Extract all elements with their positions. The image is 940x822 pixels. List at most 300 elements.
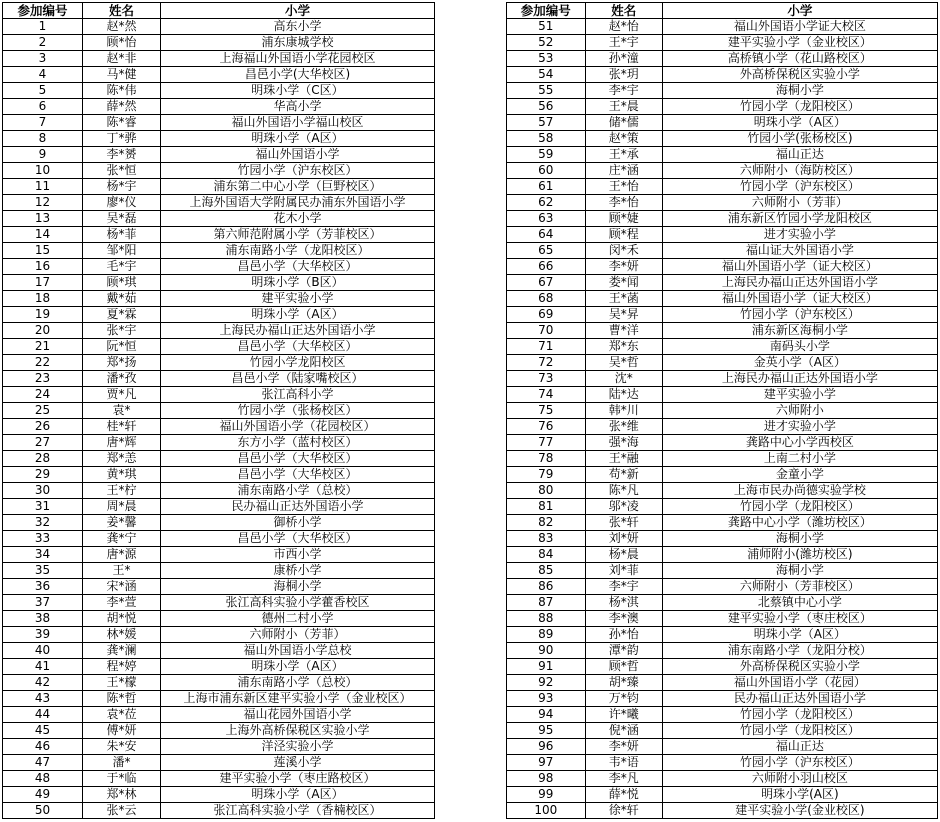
cell-number[interactable]: 9 bbox=[3, 147, 83, 163]
cell-number[interactable]: 6 bbox=[3, 99, 83, 115]
cell-number[interactable]: 64 bbox=[507, 227, 586, 243]
cell-number[interactable]: 81 bbox=[507, 499, 586, 515]
cell-name[interactable]: 顾*程 bbox=[585, 227, 662, 243]
cell-school[interactable]: 上海民办福山正达外国语小学 bbox=[161, 323, 435, 339]
cell-number[interactable]: 53 bbox=[507, 51, 586, 67]
cell-number[interactable]: 16 bbox=[3, 259, 83, 275]
cell-name[interactable]: 李*怡 bbox=[585, 195, 662, 211]
cell-school[interactable]: 福山外国语小学（证大校区） bbox=[662, 291, 937, 307]
cell-number[interactable]: 10 bbox=[3, 163, 83, 179]
cell-number[interactable]: 48 bbox=[3, 771, 83, 787]
cell-number[interactable]: 76 bbox=[507, 419, 586, 435]
cell-name[interactable]: 杨*淇 bbox=[585, 595, 662, 611]
cell-name[interactable]: 龚*宁 bbox=[83, 531, 161, 547]
cell-school[interactable]: 六师附小（芳菲） bbox=[161, 627, 435, 643]
cell-school[interactable]: 德州二村小学 bbox=[161, 611, 435, 627]
cell-school[interactable]: 六师附小（芳菲） bbox=[662, 195, 937, 211]
cell-name[interactable]: 阮*恒 bbox=[83, 339, 161, 355]
cell-name[interactable]: 潘*孜 bbox=[83, 371, 161, 387]
cell-number[interactable]: 22 bbox=[3, 355, 83, 371]
cell-school[interactable]: 福山外国语小学（花园） bbox=[662, 675, 937, 691]
cell-name[interactable]: 顾*怡 bbox=[83, 35, 161, 51]
cell-number[interactable]: 32 bbox=[3, 515, 83, 531]
cell-number[interactable]: 73 bbox=[507, 371, 586, 387]
header-name[interactable]: 姓名 bbox=[585, 3, 662, 19]
cell-school[interactable]: 金英小学（A区） bbox=[662, 355, 937, 371]
cell-name[interactable]: 傅*妍 bbox=[83, 723, 161, 739]
cell-name[interactable]: 赵*然 bbox=[83, 19, 161, 35]
cell-number[interactable]: 68 bbox=[507, 291, 586, 307]
cell-school[interactable]: 高桥镇小学（花山路校区） bbox=[662, 51, 937, 67]
cell-school[interactable]: 上海民办福山正达外国语小学 bbox=[662, 371, 937, 387]
cell-number[interactable]: 11 bbox=[3, 179, 83, 195]
cell-school[interactable]: 上海民办福山正达外国语小学 bbox=[662, 275, 937, 291]
cell-name[interactable]: 张*轩 bbox=[585, 515, 662, 531]
cell-school[interactable]: 浦东新区海桐小学 bbox=[662, 323, 937, 339]
cell-name[interactable]: 闵*禾 bbox=[585, 243, 662, 259]
cell-name[interactable]: 李*宇 bbox=[585, 579, 662, 595]
cell-name[interactable]: 郑*恙 bbox=[83, 451, 161, 467]
cell-name[interactable]: 孙*潼 bbox=[585, 51, 662, 67]
cell-number[interactable]: 27 bbox=[3, 435, 83, 451]
cell-number[interactable]: 65 bbox=[507, 243, 586, 259]
cell-school[interactable]: 海桐小学 bbox=[161, 579, 435, 595]
cell-school[interactable]: 明珠小学（A区） bbox=[662, 115, 937, 131]
cell-name[interactable]: 薛*然 bbox=[83, 99, 161, 115]
cell-school[interactable]: 建平实验小学（枣庄路校区） bbox=[161, 771, 435, 787]
cell-school[interactable]: 福山花园外国语小学 bbox=[161, 707, 435, 723]
cell-school[interactable]: 福山证大外国语小学 bbox=[662, 243, 937, 259]
cell-name[interactable]: 马*健 bbox=[83, 67, 161, 83]
cell-school[interactable]: 龚路中心小学（潍坊校区） bbox=[662, 515, 937, 531]
cell-name[interactable]: 邹*阳 bbox=[83, 243, 161, 259]
cell-number[interactable]: 57 bbox=[507, 115, 586, 131]
cell-number[interactable]: 34 bbox=[3, 547, 83, 563]
cell-name[interactable]: 张*恒 bbox=[83, 163, 161, 179]
cell-name[interactable]: 袁*莅 bbox=[83, 707, 161, 723]
cell-name[interactable]: 王*晨 bbox=[585, 99, 662, 115]
cell-school[interactable]: 进才实验小学 bbox=[662, 419, 937, 435]
cell-school[interactable]: 福山外国语小学 bbox=[161, 147, 435, 163]
cell-number[interactable]: 3 bbox=[3, 51, 83, 67]
cell-school[interactable]: 六师附小 bbox=[662, 403, 937, 419]
cell-school[interactable]: 竹园小学（龙阳校区） bbox=[662, 707, 937, 723]
cell-name[interactable]: 薛*悦 bbox=[585, 787, 662, 803]
cell-name[interactable]: 倪*涵 bbox=[585, 723, 662, 739]
cell-number[interactable]: 1 bbox=[3, 19, 83, 35]
cell-name[interactable]: 娄*闻 bbox=[585, 275, 662, 291]
cell-number[interactable]: 43 bbox=[3, 691, 83, 707]
cell-name[interactable]: 李*凡 bbox=[585, 771, 662, 787]
cell-name[interactable]: 王*融 bbox=[585, 451, 662, 467]
cell-school[interactable]: 竹园小学（沪东校区） bbox=[662, 755, 937, 771]
cell-name[interactable]: 李*赟 bbox=[83, 147, 161, 163]
header-school[interactable]: 小学 bbox=[662, 3, 937, 19]
cell-number[interactable]: 2 bbox=[3, 35, 83, 51]
cell-number[interactable]: 26 bbox=[3, 419, 83, 435]
cell-number[interactable]: 99 bbox=[507, 787, 586, 803]
cell-name[interactable]: 赵*非 bbox=[83, 51, 161, 67]
cell-number[interactable]: 60 bbox=[507, 163, 586, 179]
header-school[interactable]: 小学 bbox=[161, 3, 435, 19]
cell-number[interactable]: 46 bbox=[3, 739, 83, 755]
cell-school[interactable]: 海桐小学 bbox=[662, 531, 937, 547]
cell-number[interactable]: 63 bbox=[507, 211, 586, 227]
cell-number[interactable]: 79 bbox=[507, 467, 586, 483]
cell-number[interactable]: 12 bbox=[3, 195, 83, 211]
cell-school[interactable]: 明珠小学（A区） bbox=[161, 659, 435, 675]
cell-school[interactable]: 张江高科小学 bbox=[161, 387, 435, 403]
cell-number[interactable]: 93 bbox=[507, 691, 586, 707]
cell-name[interactable]: 许*曦 bbox=[585, 707, 662, 723]
cell-number[interactable]: 23 bbox=[3, 371, 83, 387]
cell-number[interactable]: 50 bbox=[3, 803, 83, 819]
cell-school[interactable]: 建平实验小学 bbox=[161, 291, 435, 307]
cell-school[interactable]: 第六师范附属小学（芳菲校区） bbox=[161, 227, 435, 243]
cell-number[interactable]: 74 bbox=[507, 387, 586, 403]
cell-number[interactable]: 85 bbox=[507, 563, 586, 579]
cell-school[interactable]: 民办福山正达外国语小学 bbox=[161, 499, 435, 515]
cell-name[interactable]: 姜*馨 bbox=[83, 515, 161, 531]
cell-school[interactable]: 市西小学 bbox=[161, 547, 435, 563]
cell-name[interactable]: 王*柠 bbox=[83, 483, 161, 499]
cell-school[interactable]: 竹园小学（龙阳校区） bbox=[662, 499, 937, 515]
cell-school[interactable]: 民办福山正达外国语小学 bbox=[662, 691, 937, 707]
cell-number[interactable]: 7 bbox=[3, 115, 83, 131]
cell-name[interactable]: 王*菡 bbox=[585, 291, 662, 307]
cell-school[interactable]: 明珠小学（A区） bbox=[161, 787, 435, 803]
cell-number[interactable]: 5 bbox=[3, 83, 83, 99]
cell-name[interactable]: 陈*伟 bbox=[83, 83, 161, 99]
cell-school[interactable]: 福山外国语小学证大校区 bbox=[662, 19, 937, 35]
cell-name[interactable]: 于*临 bbox=[83, 771, 161, 787]
cell-number[interactable]: 20 bbox=[3, 323, 83, 339]
cell-number[interactable]: 17 bbox=[3, 275, 83, 291]
cell-number[interactable]: 100 bbox=[507, 803, 586, 819]
cell-school[interactable]: 竹园小学（沪东校区） bbox=[161, 163, 435, 179]
cell-school[interactable]: 昌邑小学（大华校区） bbox=[161, 259, 435, 275]
cell-school[interactable]: 金童小学 bbox=[662, 467, 937, 483]
cell-school[interactable]: 六师附小（芳菲校区） bbox=[662, 579, 937, 595]
cell-name[interactable]: 周*晨 bbox=[83, 499, 161, 515]
cell-number[interactable]: 70 bbox=[507, 323, 586, 339]
cell-number[interactable]: 82 bbox=[507, 515, 586, 531]
cell-number[interactable]: 24 bbox=[3, 387, 83, 403]
cell-name[interactable]: 黄*琪 bbox=[83, 467, 161, 483]
cell-school[interactable]: 康桥小学 bbox=[161, 563, 435, 579]
cell-school[interactable]: 建平实验小学 bbox=[662, 387, 937, 403]
cell-school[interactable]: 明珠小学（A区） bbox=[161, 307, 435, 323]
cell-school[interactable]: 东方小学（蓝村校区） bbox=[161, 435, 435, 451]
cell-school[interactable]: 昌邑小学(大华校区) bbox=[161, 67, 435, 83]
cell-number[interactable]: 15 bbox=[3, 243, 83, 259]
cell-name[interactable]: 李*妍 bbox=[585, 739, 662, 755]
cell-number[interactable]: 44 bbox=[3, 707, 83, 723]
header-name[interactable]: 姓名 bbox=[83, 3, 161, 19]
cell-name[interactable]: 王*怡 bbox=[585, 179, 662, 195]
cell-school[interactable]: 浦东南路小学（龙阳分校） bbox=[662, 643, 937, 659]
cell-school[interactable]: 浦东第二中心小学（巨野校区） bbox=[161, 179, 435, 195]
cell-number[interactable]: 41 bbox=[3, 659, 83, 675]
cell-school[interactable]: 御桥小学 bbox=[161, 515, 435, 531]
cell-number[interactable]: 35 bbox=[3, 563, 83, 579]
cell-number[interactable]: 54 bbox=[507, 67, 586, 83]
cell-number[interactable]: 29 bbox=[3, 467, 83, 483]
cell-name[interactable]: 张*云 bbox=[83, 803, 161, 819]
cell-number[interactable]: 56 bbox=[507, 99, 586, 115]
cell-name[interactable]: 陈*睿 bbox=[83, 115, 161, 131]
cell-name[interactable]: 丁*骅 bbox=[83, 131, 161, 147]
cell-name[interactable]: 毛*宇 bbox=[83, 259, 161, 275]
cell-school[interactable]: 昌邑小学（大华校区） bbox=[161, 531, 435, 547]
cell-number[interactable]: 13 bbox=[3, 211, 83, 227]
cell-name[interactable]: 夏*霖 bbox=[83, 307, 161, 323]
cell-number[interactable]: 55 bbox=[507, 83, 586, 99]
cell-name[interactable]: 杨*宇 bbox=[83, 179, 161, 195]
cell-name[interactable]: 唐*源 bbox=[83, 547, 161, 563]
cell-name[interactable]: 李*妍 bbox=[585, 259, 662, 275]
cell-name[interactable]: 杨*晨 bbox=[585, 547, 662, 563]
cell-school[interactable]: 高东小学 bbox=[161, 19, 435, 35]
cell-name[interactable]: 陈*凡 bbox=[585, 483, 662, 499]
cell-name[interactable]: 张*维 bbox=[585, 419, 662, 435]
cell-name[interactable]: 胡*臻 bbox=[585, 675, 662, 691]
cell-school[interactable]: 浦东南路小学（总校） bbox=[161, 483, 435, 499]
cell-number[interactable]: 86 bbox=[507, 579, 586, 595]
cell-school[interactable]: 竹园小学（龙阳校区） bbox=[662, 99, 937, 115]
cell-school[interactable]: 上海市浦东新区建平实验小学（金业校区） bbox=[161, 691, 435, 707]
cell-name[interactable]: 庄*涵 bbox=[585, 163, 662, 179]
cell-school[interactable]: 龚路中心小学西校区 bbox=[662, 435, 937, 451]
cell-number[interactable]: 19 bbox=[3, 307, 83, 323]
cell-number[interactable]: 89 bbox=[507, 627, 586, 643]
cell-name[interactable]: 李*宇 bbox=[585, 83, 662, 99]
cell-school[interactable]: 洋泾实验小学 bbox=[161, 739, 435, 755]
cell-name[interactable]: 宋*涵 bbox=[83, 579, 161, 595]
cell-school[interactable]: 浦东南路小学（龙阳校区） bbox=[161, 243, 435, 259]
cell-school[interactable]: 竹园小学(张杨校区) bbox=[662, 131, 937, 147]
cell-school[interactable]: 福山外国语小学总校 bbox=[161, 643, 435, 659]
cell-name[interactable]: 张*玥 bbox=[585, 67, 662, 83]
cell-number[interactable]: 4 bbox=[3, 67, 83, 83]
cell-number[interactable]: 28 bbox=[3, 451, 83, 467]
cell-number[interactable]: 90 bbox=[507, 643, 586, 659]
cell-name[interactable]: 李*萱 bbox=[83, 595, 161, 611]
cell-school[interactable]: 竹园小学（沪东校区） bbox=[662, 307, 937, 323]
cell-number[interactable]: 21 bbox=[3, 339, 83, 355]
cell-name[interactable]: 桂*轩 bbox=[83, 419, 161, 435]
cell-school[interactable]: 竹园小学（沪东校区） bbox=[662, 179, 937, 195]
cell-number[interactable]: 88 bbox=[507, 611, 586, 627]
cell-number[interactable]: 49 bbox=[3, 787, 83, 803]
cell-name[interactable]: 韩*川 bbox=[585, 403, 662, 419]
cell-school[interactable]: 明珠小学（A区） bbox=[161, 131, 435, 147]
cell-name[interactable]: 吴*磊 bbox=[83, 211, 161, 227]
cell-name[interactable]: 顾*哲 bbox=[585, 659, 662, 675]
cell-number[interactable]: 58 bbox=[507, 131, 586, 147]
cell-number[interactable]: 96 bbox=[507, 739, 586, 755]
cell-name[interactable]: 徐*轩 bbox=[585, 803, 662, 819]
cell-name[interactable]: 林*媛 bbox=[83, 627, 161, 643]
cell-number[interactable]: 66 bbox=[507, 259, 586, 275]
cell-school[interactable]: 福山外国语小学福山校区 bbox=[161, 115, 435, 131]
cell-name[interactable]: 李*澳 bbox=[585, 611, 662, 627]
cell-name[interactable]: 顾*婕 bbox=[585, 211, 662, 227]
cell-number[interactable]: 75 bbox=[507, 403, 586, 419]
cell-school[interactable]: 浦东南路小学（总校） bbox=[161, 675, 435, 691]
cell-number[interactable]: 18 bbox=[3, 291, 83, 307]
cell-number[interactable]: 87 bbox=[507, 595, 586, 611]
cell-name[interactable]: 袁* bbox=[83, 403, 161, 419]
cell-name[interactable]: 曹*洋 bbox=[585, 323, 662, 339]
cell-name[interactable]: 朱*安 bbox=[83, 739, 161, 755]
cell-name[interactable]: 唐*辉 bbox=[83, 435, 161, 451]
cell-school[interactable]: 六师附小（海防校区） bbox=[662, 163, 937, 179]
cell-name[interactable]: 顾*琪 bbox=[83, 275, 161, 291]
cell-name[interactable]: 苟*新 bbox=[585, 467, 662, 483]
cell-number[interactable]: 61 bbox=[507, 179, 586, 195]
cell-number[interactable]: 31 bbox=[3, 499, 83, 515]
cell-number[interactable]: 45 bbox=[3, 723, 83, 739]
cell-number[interactable]: 80 bbox=[507, 483, 586, 499]
cell-number[interactable]: 36 bbox=[3, 579, 83, 595]
cell-school[interactable]: 昌邑小学（陆家嘴校区） bbox=[161, 371, 435, 387]
cell-name[interactable]: 刘*菲 bbox=[585, 563, 662, 579]
header-number[interactable]: 参加编号 bbox=[507, 3, 586, 19]
cell-number[interactable]: 84 bbox=[507, 547, 586, 563]
cell-school[interactable]: 昌邑小学（大华校区） bbox=[161, 451, 435, 467]
cell-name[interactable]: 廖*仪 bbox=[83, 195, 161, 211]
cell-school[interactable]: 外高桥保税区实验小学 bbox=[662, 67, 937, 83]
cell-school[interactable]: 福山正达 bbox=[662, 739, 937, 755]
cell-school[interactable]: 浦师附小(潍坊校区) bbox=[662, 547, 937, 563]
cell-name[interactable]: 龚*澜 bbox=[83, 643, 161, 659]
cell-school[interactable]: 莲溪小学 bbox=[161, 755, 435, 771]
cell-school[interactable]: 竹园小学（龙阳校区） bbox=[662, 723, 937, 739]
cell-name[interactable]: 强*海 bbox=[585, 435, 662, 451]
cell-name[interactable]: 郑*林 bbox=[83, 787, 161, 803]
cell-school[interactable]: 上海外国语大学附属民办浦东外国语小学 bbox=[161, 195, 435, 211]
cell-number[interactable]: 78 bbox=[507, 451, 586, 467]
cell-name[interactable]: 沈* bbox=[585, 371, 662, 387]
cell-number[interactable]: 47 bbox=[3, 755, 83, 771]
cell-number[interactable]: 92 bbox=[507, 675, 586, 691]
cell-name[interactable]: 郑*扬 bbox=[83, 355, 161, 371]
cell-school[interactable]: 上南二村小学 bbox=[662, 451, 937, 467]
cell-name[interactable]: 吴*哲 bbox=[585, 355, 662, 371]
cell-school[interactable]: 浦东康城学校 bbox=[161, 35, 435, 51]
cell-name[interactable]: 储*儒 bbox=[585, 115, 662, 131]
cell-number[interactable]: 8 bbox=[3, 131, 83, 147]
cell-school[interactable]: 建平实验小学(金业校区) bbox=[662, 803, 937, 819]
cell-name[interactable]: 王*宇 bbox=[585, 35, 662, 51]
cell-name[interactable]: 陈*哲 bbox=[83, 691, 161, 707]
cell-school[interactable]: 华高小学 bbox=[161, 99, 435, 115]
cell-name[interactable]: 潘* bbox=[83, 755, 161, 771]
cell-school[interactable]: 昌邑小学（大华校区） bbox=[161, 467, 435, 483]
cell-name[interactable]: 王* bbox=[83, 563, 161, 579]
cell-number[interactable]: 38 bbox=[3, 611, 83, 627]
cell-name[interactable]: 邬*凌 bbox=[585, 499, 662, 515]
cell-name[interactable]: 王*承 bbox=[585, 147, 662, 163]
cell-school[interactable]: 张江高科实验小学藿香校区 bbox=[161, 595, 435, 611]
cell-school[interactable]: 海桐小学 bbox=[662, 563, 937, 579]
cell-name[interactable]: 吴*昇 bbox=[585, 307, 662, 323]
cell-school[interactable]: 昌邑小学（大华校区） bbox=[161, 339, 435, 355]
cell-name[interactable]: 杨*菲 bbox=[83, 227, 161, 243]
cell-number[interactable]: 72 bbox=[507, 355, 586, 371]
cell-name[interactable]: 赵*怡 bbox=[585, 19, 662, 35]
cell-number[interactable]: 51 bbox=[507, 19, 586, 35]
cell-number[interactable]: 83 bbox=[507, 531, 586, 547]
cell-school[interactable]: 福山外国语小学（证大校区） bbox=[662, 259, 937, 275]
cell-school[interactable]: 竹园小学龙阳校区 bbox=[161, 355, 435, 371]
cell-name[interactable]: 戴*茹 bbox=[83, 291, 161, 307]
cell-number[interactable]: 39 bbox=[3, 627, 83, 643]
cell-school[interactable]: 上海外高桥保税区实验小学 bbox=[161, 723, 435, 739]
cell-school[interactable]: 明珠小学(A区) bbox=[662, 787, 937, 803]
cell-name[interactable]: 赵*策 bbox=[585, 131, 662, 147]
cell-school[interactable]: 上海福山外国语小学花园校区 bbox=[161, 51, 435, 67]
cell-name[interactable]: 潭*韵 bbox=[585, 643, 662, 659]
cell-school[interactable]: 建平实验小学（金业校区） bbox=[662, 35, 937, 51]
cell-number[interactable]: 97 bbox=[507, 755, 586, 771]
cell-number[interactable]: 30 bbox=[3, 483, 83, 499]
cell-school[interactable]: 六师附小羽山校区 bbox=[662, 771, 937, 787]
cell-school[interactable]: 海桐小学 bbox=[662, 83, 937, 99]
cell-name[interactable]: 郑*东 bbox=[585, 339, 662, 355]
cell-name[interactable]: 陆*达 bbox=[585, 387, 662, 403]
cell-name[interactable]: 胡*悦 bbox=[83, 611, 161, 627]
cell-name[interactable]: 张*宇 bbox=[83, 323, 161, 339]
cell-number[interactable]: 25 bbox=[3, 403, 83, 419]
cell-number[interactable]: 52 bbox=[507, 35, 586, 51]
cell-school[interactable]: 竹园小学（张杨校区） bbox=[161, 403, 435, 419]
cell-number[interactable]: 77 bbox=[507, 435, 586, 451]
cell-number[interactable]: 69 bbox=[507, 307, 586, 323]
cell-number[interactable]: 94 bbox=[507, 707, 586, 723]
cell-school[interactable]: 明珠小学（A区） bbox=[662, 627, 937, 643]
cell-school[interactable]: 明珠小学（C区） bbox=[161, 83, 435, 99]
cell-school[interactable]: 明珠小学（B区） bbox=[161, 275, 435, 291]
cell-school[interactable]: 浦东新区竹园小学龙阳校区 bbox=[662, 211, 937, 227]
cell-school[interactable]: 花木小学 bbox=[161, 211, 435, 227]
cell-number[interactable]: 62 bbox=[507, 195, 586, 211]
cell-name[interactable]: 刘*妍 bbox=[585, 531, 662, 547]
header-number[interactable]: 参加编号 bbox=[3, 3, 83, 19]
cell-name[interactable]: 孙*怡 bbox=[585, 627, 662, 643]
cell-number[interactable]: 71 bbox=[507, 339, 586, 355]
cell-number[interactable]: 59 bbox=[507, 147, 586, 163]
cell-name[interactable]: 王*檬 bbox=[83, 675, 161, 691]
cell-school[interactable]: 福山正达 bbox=[662, 147, 937, 163]
cell-number[interactable]: 91 bbox=[507, 659, 586, 675]
cell-number[interactable]: 37 bbox=[3, 595, 83, 611]
cell-number[interactable]: 33 bbox=[3, 531, 83, 547]
cell-number[interactable]: 95 bbox=[507, 723, 586, 739]
cell-number[interactable]: 67 bbox=[507, 275, 586, 291]
cell-school[interactable]: 张江高科实验小学（香楠校区） bbox=[161, 803, 435, 819]
cell-school[interactable]: 进才实验小学 bbox=[662, 227, 937, 243]
cell-school[interactable]: 外高桥保税区实验小学 bbox=[662, 659, 937, 675]
cell-school[interactable]: 建平实验小学（枣庄校区） bbox=[662, 611, 937, 627]
cell-name[interactable]: 韦*语 bbox=[585, 755, 662, 771]
cell-school[interactable]: 福山外国语小学（花园校区） bbox=[161, 419, 435, 435]
cell-school[interactable]: 上海市民办尚德实验学校 bbox=[662, 483, 937, 499]
cell-number[interactable]: 42 bbox=[3, 675, 83, 691]
cell-number[interactable]: 98 bbox=[507, 771, 586, 787]
cell-number[interactable]: 14 bbox=[3, 227, 83, 243]
